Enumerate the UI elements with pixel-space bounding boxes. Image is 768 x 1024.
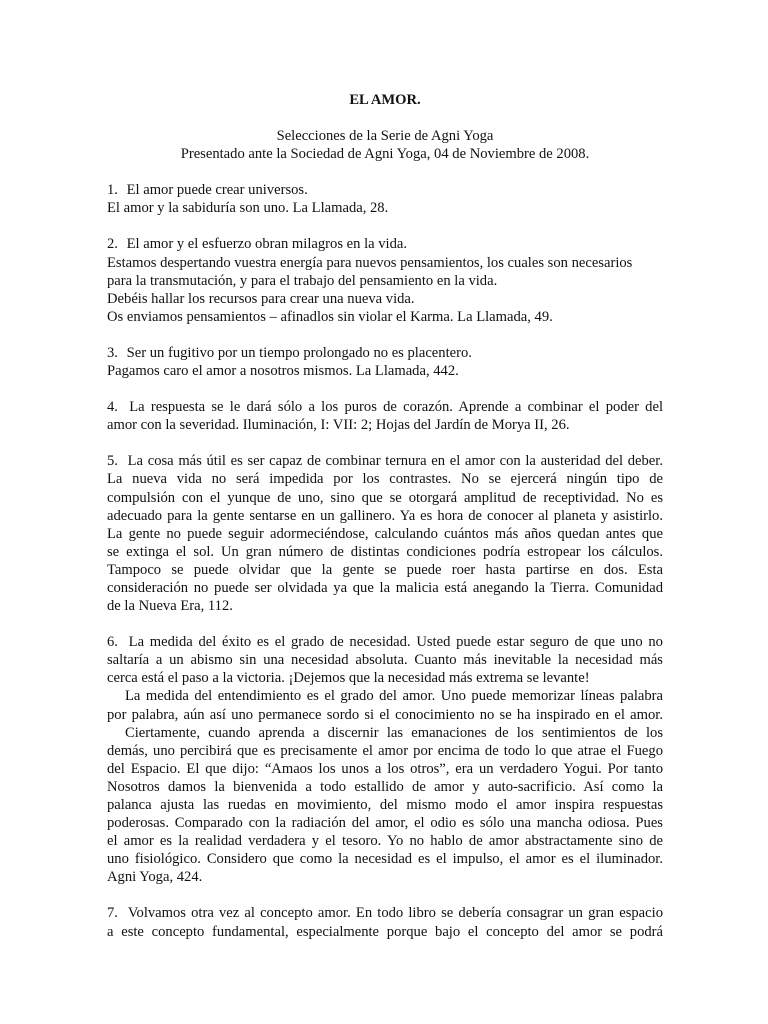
document-subtitle-block <box>107 127 663 163</box>
paragraph-line: consideración no puede ser olvidada ya que la malicia está anegando la Tierra. Comunidad <box>107 579 663 596</box>
paragraph-line: demás, uno percibirá que es precisamente el amor por encima de todo lo que atrae el Fuego <box>107 742 663 759</box>
paragraph-line: se extinga el sol. Un gran número de distintas condiciones podría estropear los cálculos. <box>107 543 663 560</box>
paragraph-line: Nosotros damos la bienvenida a todo estallido de amor y auto-sacrificio. Así como la <box>107 778 663 795</box>
paragraph-item-1 <box>107 181 663 217</box>
item-text: El amor y el esfuerzo obran milagros en la vida. <box>126 236 408 253</box>
paragraph-line: Tampoco se puede olvidar que la gente se puede roer hasta partirse en dos. Esta <box>107 561 663 578</box>
document-body <box>107 91 663 959</box>
paragraph-line <box>107 235 663 253</box>
paragraph-line: cerca está el paso a la victoria. ¡Dejemos que la necesidad más extrema se levante! <box>107 670 590 687</box>
paragraph-line: el amor es la realidad verdadera y el tesoro. Yo no hablo de amor abstractamente sino de <box>107 833 663 850</box>
paragraph-line: Estamos despertando vuestra energía para nuevos pensamientos, los cuales son necesarios <box>107 254 633 271</box>
paragraph-line: para la transmutación, y para el trabajo del pensamiento en la vida. <box>107 272 498 289</box>
item-number: 5. <box>107 453 118 470</box>
paragraph-line: compulsión con el yunque de uno, sino que se otorgará amplitud de receptividad. No es <box>107 489 663 506</box>
paragraph-line: palanca ajusta las ruedas en movimiento, del mismo modo el amor inspira respuestas <box>107 797 663 813</box>
paragraph-line <box>107 633 663 651</box>
item-number: 3. <box>107 344 118 361</box>
item-text: Volvamos otra vez al concepto amor. En todo libro se debería consagrar un gran espacio <box>127 905 663 922</box>
paragraph-line: Ciertamente, cuando aprenda a discernir las emanaciones de los sentimientos de los <box>125 724 663 741</box>
item-number: 7. <box>107 905 118 922</box>
paragraph-line: La nueva vida no será impedida por los contrastes. No se ejercerá ningún tipo de <box>107 471 663 488</box>
paragraph-line: Agni Yoga, 424. <box>107 869 203 886</box>
paragraph-item-5 <box>107 452 663 615</box>
paragraph-line: de la Nueva Era, 112. <box>107 598 233 615</box>
paragraph-line: del Espacio. El que dijo: “Amaos los unos a los otros”, era un verdadero Yogui. Por tanto <box>107 760 663 777</box>
paragraph-item-7 <box>107 904 663 940</box>
paragraph-line <box>107 452 663 470</box>
paragraph-line <box>107 904 663 922</box>
item-text: La medida del éxito es el grado de necesidad. Usted puede estar seguro de que uno no <box>128 634 663 651</box>
paragraph-line: adecuado para la gente sentarse en un gallinero. Ya es hora de conocer al planeta y asistirlo. <box>107 507 663 524</box>
paragraph-line <box>107 398 663 416</box>
item-number: 1. <box>107 182 118 199</box>
paragraph-line: El amor y la sabiduría son uno. La Llamada, 28. <box>107 200 389 217</box>
series-subtitle: Selecciones de la Serie de Agni Yoga <box>276 128 494 145</box>
paragraph-line: Debéis hallar los recursos para crear una nueva vida. <box>107 290 415 307</box>
paragraph-line: saltaría a un abismo sin una necesidad absoluta. Cuanto más inevitable la necesidad más <box>107 652 663 669</box>
paragraph-line <box>107 181 663 199</box>
item-number: 2. <box>107 236 118 253</box>
item-text: La cosa más útil es ser capaz de combinar ternura en el amor con la austeridad del deber. <box>127 453 663 470</box>
presentation-subtitle: Presentado ante la Sociedad de Agni Yoga, 04 de Noviembre de 2008. <box>180 146 590 163</box>
paragraph-line: uno fisiológico. Considero que como la necesidad es el impulso, el amor es el iluminador. <box>107 851 663 868</box>
paragraph-line: Os enviamos pensamientos – afinadlos sin violar el Karma. La Llamada, 49. <box>107 308 553 325</box>
item-text: La respuesta se le dará sólo a los puros de corazón. Aprende a combinar el poder del <box>129 399 663 416</box>
item-text: El amor puede crear universos. <box>126 182 308 199</box>
paragraph-line <box>107 344 663 362</box>
item-number: 6. <box>107 634 118 651</box>
item-number: 4. <box>107 399 118 416</box>
paragraph-line: por palabra, aún así uno permanece sordo si el conocimiento no se ha inspirado en el amor. <box>107 706 663 723</box>
item-text: Ser un fugitivo por un tiempo prolongado no es placentero. <box>126 344 472 361</box>
paragraph-line: Pagamos caro el amor a nosotros mismos. La Llamada, 442. <box>107 363 459 380</box>
paragraph-line: poderosas. Comparado con la radiación del amor, el odio es sólo una mancha odiosa. Pues <box>107 815 663 832</box>
paragraph-line: La medida del entendimiento es el grado del amor. Uno puede memorizar líneas palabra <box>125 688 663 705</box>
paragraph-item-4 <box>107 398 663 434</box>
paragraph-item-6 <box>107 633 663 886</box>
paragraph-line: La gente no puede seguir adormeciéndose, calculando cuántos más años quedan antes que <box>107 525 663 542</box>
document-title: EL AMOR. <box>349 92 421 108</box>
paragraph-item-2 <box>107 235 663 325</box>
paragraph-line: a este concepto fundamental, especialmente porque bajo el concepto del amor se podrá <box>107 923 663 940</box>
paragraph-item-3 <box>107 344 663 380</box>
paragraph-line: amor con la severidad. Iluminación, I: VII: 2; Hojas del Jardín de Morya II, 26. <box>107 417 570 434</box>
